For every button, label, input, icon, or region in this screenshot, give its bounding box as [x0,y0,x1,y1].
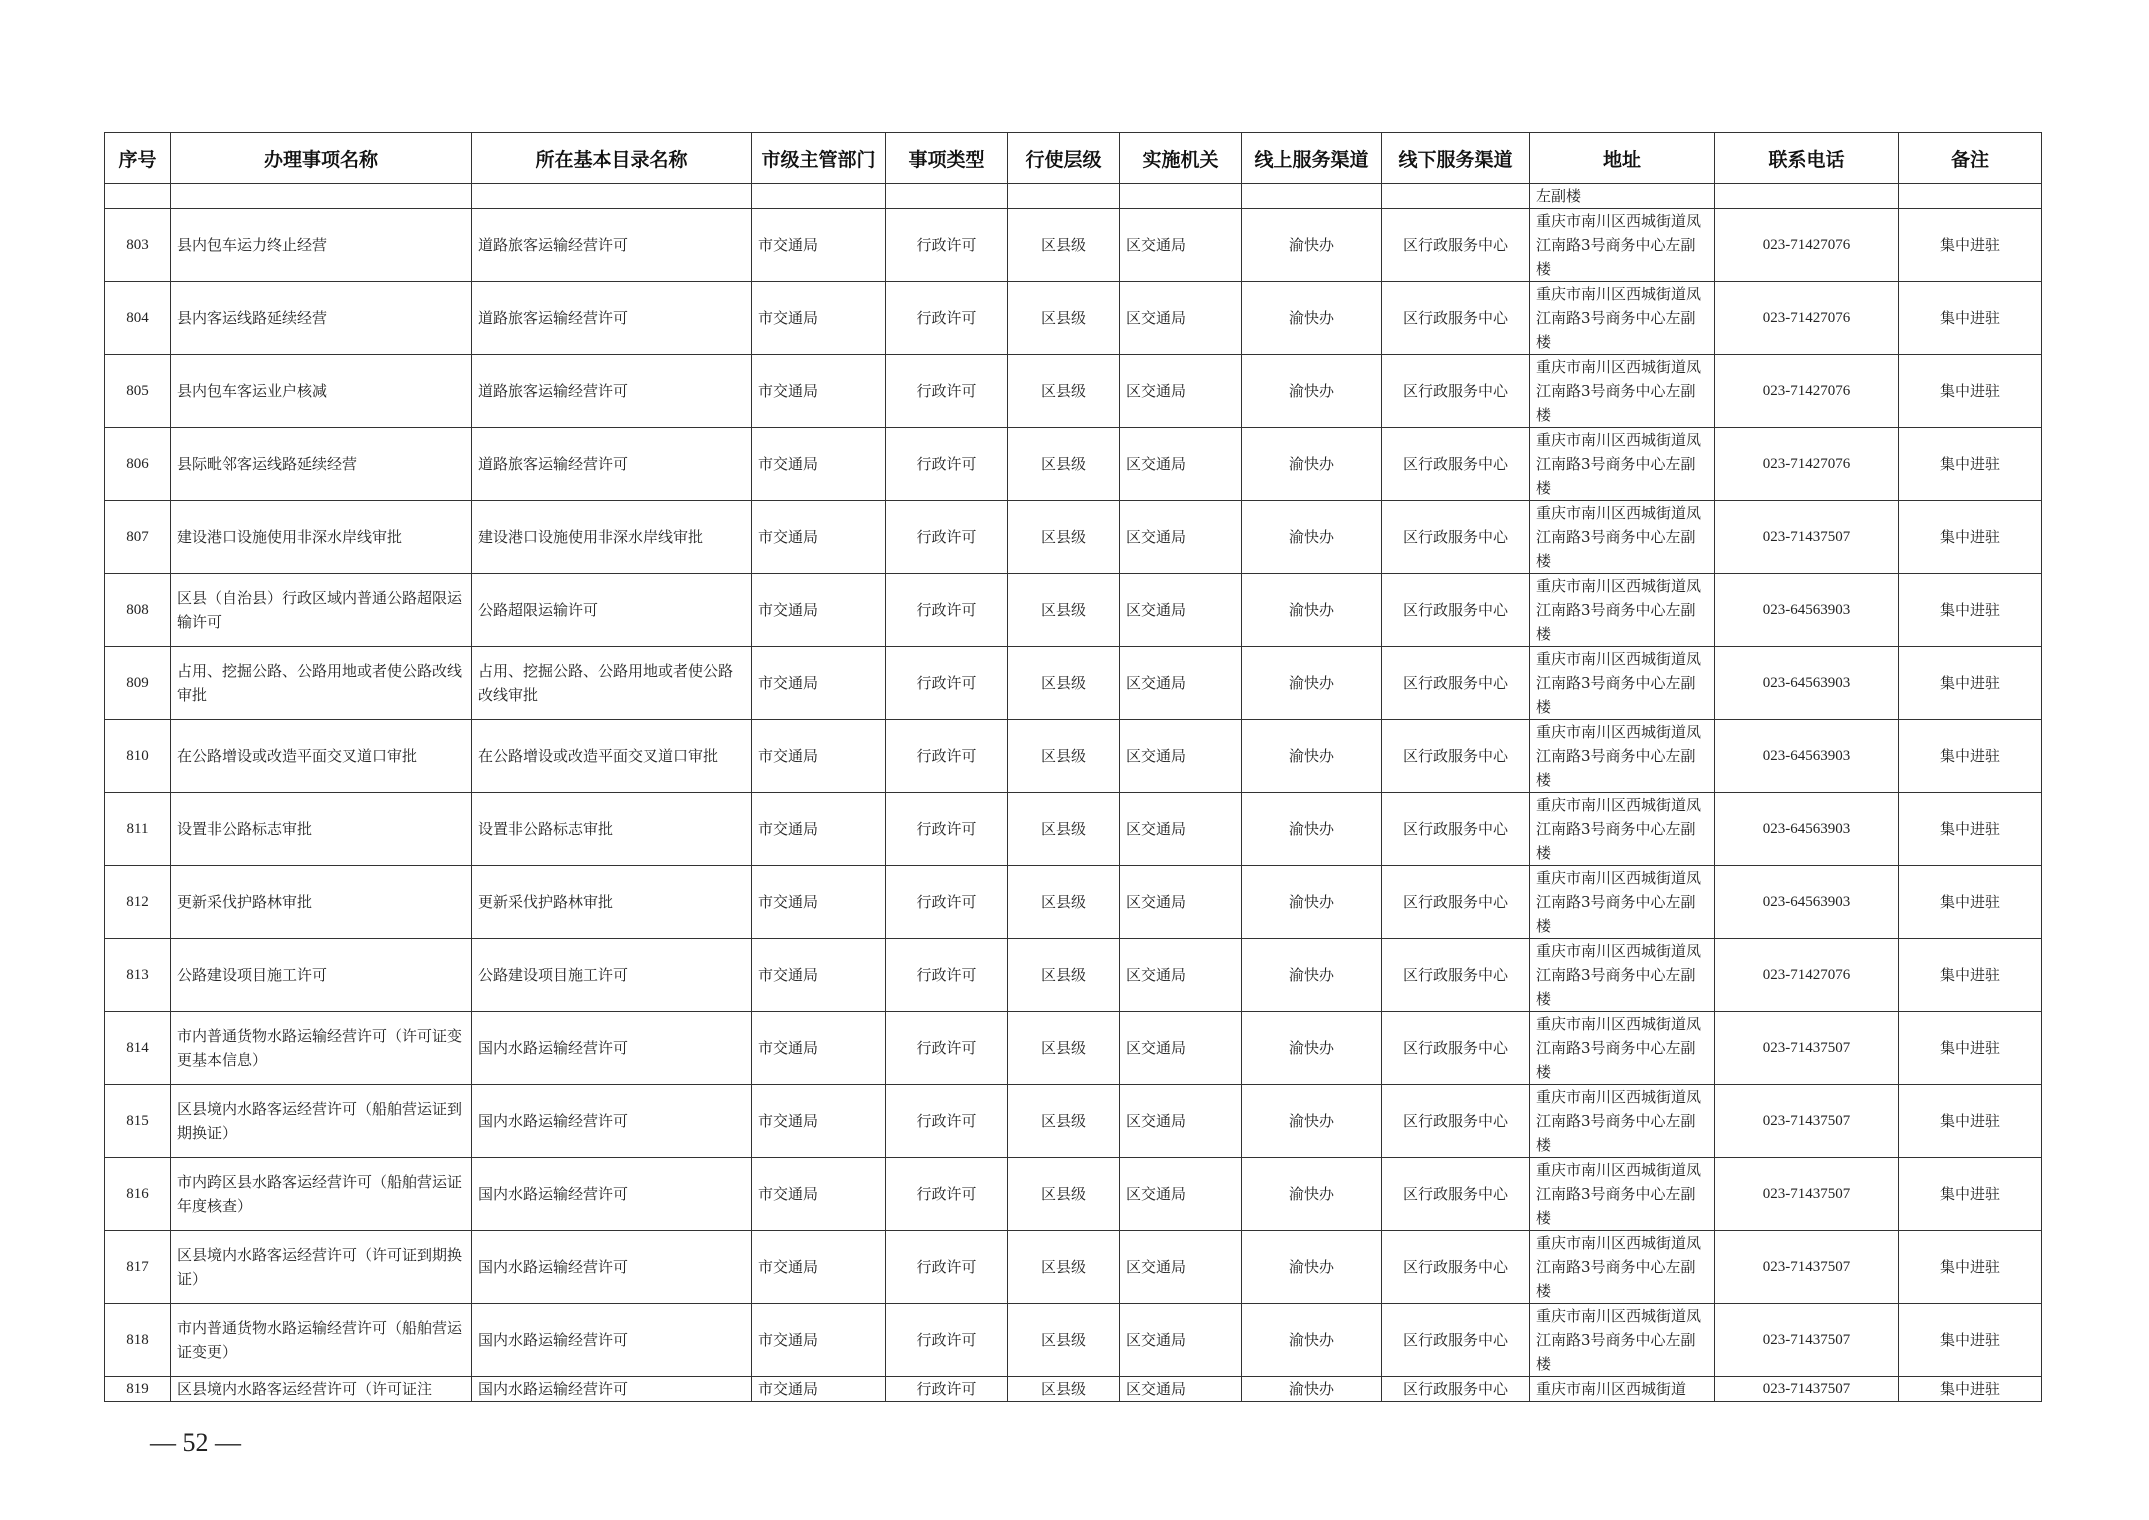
cell-department: 市交通局 [752,1085,886,1158]
cell-online-channel: 渝快办 [1242,1085,1382,1158]
cell-item-name: 县内包车运力终止经营 [171,209,472,282]
cell-phone [1715,184,1899,209]
cell-catalog-name: 占用、挖掘公路、公路用地或者使公路改线审批 [472,647,752,720]
cell-catalog-name: 在公路增设或改造平面交叉道口审批 [472,720,752,793]
cell-no: 815 [105,1085,171,1158]
cell-online-channel: 渝快办 [1242,1158,1382,1231]
cell-department: 市交通局 [752,1012,886,1085]
cell-level: 区县级 [1008,1304,1120,1377]
table-row [105,1377,2042,1402]
cell-online-channel: 渝快办 [1242,501,1382,574]
cell-phone: 023-64563903 [1715,720,1899,793]
cell-no: 816 [105,1158,171,1231]
cell-department: 市交通局 [752,501,886,574]
cell-department: 市交通局 [752,574,886,647]
cell-address: 重庆市南川区西城街道凤江南路3号商务中心左副楼 [1530,866,1715,939]
cell-phone: 023-71427076 [1715,939,1899,1012]
cell-catalog-name: 公路建设项目施工许可 [472,939,752,1012]
cell-catalog-name: 道路旅客运输经营许可 [472,428,752,501]
cell-item-type: 行政许可 [886,793,1008,866]
cell-phone: 023-71427076 [1715,282,1899,355]
header-item-type: 事项类型 [886,133,1008,184]
cell-department: 市交通局 [752,1304,886,1377]
cell-level: 区县级 [1008,574,1120,647]
cell-catalog-name: 道路旅客运输经营许可 [472,209,752,282]
cell-item-type [886,184,1008,209]
cell-offline-channel: 区行政服务中心 [1382,282,1530,355]
cell-remark: 集中进驻 [1899,1158,2042,1231]
cell-phone: 023-71437507 [1715,501,1899,574]
cell-department: 市交通局 [752,720,886,793]
cell-phone: 023-64563903 [1715,866,1899,939]
cell-remark: 集中进驻 [1899,1085,2042,1158]
cell-offline-channel: 区行政服务中心 [1382,793,1530,866]
cell-phone: 023-64563903 [1715,647,1899,720]
cell-item-type: 行政许可 [886,939,1008,1012]
cell-remark: 集中进驻 [1899,501,2042,574]
cell-remark: 集中进驻 [1899,1304,2042,1377]
cell-offline-channel: 区行政服务中心 [1382,501,1530,574]
cell-item-type: 行政许可 [886,501,1008,574]
cell-item-type: 行政许可 [886,282,1008,355]
cell-level: 区县级 [1008,209,1120,282]
cell-no: 812 [105,866,171,939]
cell-level: 区县级 [1008,501,1120,574]
cell-remark: 集中进驻 [1899,1012,2042,1085]
table-header-row [105,133,2042,184]
cell-no: 809 [105,647,171,720]
cell-online-channel: 渝快办 [1242,1304,1382,1377]
table-row [105,428,2042,501]
cell-catalog-name: 建设港口设施使用非深水岸线审批 [472,501,752,574]
cell-catalog-name: 国内水路运输经营许可 [472,1158,752,1231]
cell-department: 市交通局 [752,1377,886,1402]
cell-catalog-name: 国内水路运输经营许可 [472,1012,752,1085]
table-row [105,574,2042,647]
cell-address: 重庆市南川区西城街道凤江南路3号商务中心左副楼 [1530,720,1715,793]
header-agency: 实施机关 [1120,133,1242,184]
cell-level: 区县级 [1008,355,1120,428]
header-no: 序号 [105,133,171,184]
cell-level [1008,184,1120,209]
cell-offline-channel [1382,184,1530,209]
cell-phone: 023-71437507 [1715,1231,1899,1304]
cell-item-type: 行政许可 [886,574,1008,647]
table-row [105,939,2042,1012]
cell-agency: 区交通局 [1120,1085,1242,1158]
cell-offline-channel: 区行政服务中心 [1382,1085,1530,1158]
cell-remark: 集中进驻 [1899,866,2042,939]
cell-offline-channel: 区行政服务中心 [1382,355,1530,428]
cell-online-channel: 渝快办 [1242,647,1382,720]
cell-item-name: 区县（自治县）行政区域内普通公路超限运输许可 [171,574,472,647]
cell-department: 市交通局 [752,209,886,282]
cell-remark: 集中进驻 [1899,1231,2042,1304]
cell-online-channel: 渝快办 [1242,574,1382,647]
cell-agency: 区交通局 [1120,939,1242,1012]
cell-no: 805 [105,355,171,428]
cell-item-type: 行政许可 [886,1377,1008,1402]
table-row [105,501,2042,574]
cell-department: 市交通局 [752,866,886,939]
cell-phone: 023-64563903 [1715,574,1899,647]
page-number: — 52 — [150,1428,241,1457]
cell-address: 重庆市南川区西城街道凤江南路3号商务中心左副楼 [1530,939,1715,1012]
cell-no: 806 [105,428,171,501]
cell-phone: 023-71437507 [1715,1304,1899,1377]
header-item-name: 办理事项名称 [171,133,472,184]
cell-level: 区县级 [1008,939,1120,1012]
cell-item-name: 市内普通货物水路运输经营许可（船舶营运证变更） [171,1304,472,1377]
cell-item-name: 市内普通货物水路运输经营许可（许可证变更基本信息） [171,1012,472,1085]
cell-agency: 区交通局 [1120,1158,1242,1231]
cell-address: 重庆市南川区西城街道凤江南路3号商务中心左副楼 [1530,282,1715,355]
cell-item-name: 县内客运线路延续经营 [171,282,472,355]
cell-address: 重庆市南川区西城街道凤江南路3号商务中心左副楼 [1530,355,1715,428]
cell-no: 818 [105,1304,171,1377]
cell-department: 市交通局 [752,428,886,501]
cell-online-channel: 渝快办 [1242,355,1382,428]
cell-remark: 集中进驻 [1899,647,2042,720]
cell-agency [1120,184,1242,209]
table-row [105,866,2042,939]
cell-agency: 区交通局 [1120,866,1242,939]
cell-offline-channel: 区行政服务中心 [1382,574,1530,647]
cell-item-name: 建设港口设施使用非深水岸线审批 [171,501,472,574]
cell-remark: 集中进驻 [1899,355,2042,428]
cell-catalog-name: 更新采伐护路林审批 [472,866,752,939]
cell-remark: 集中进驻 [1899,574,2042,647]
cell-remark: 集中进驻 [1899,939,2042,1012]
cell-item-name: 区县境内水路客运经营许可（许可证到期换证） [171,1231,472,1304]
table-body [105,184,2042,1402]
table-row [105,1012,2042,1085]
cell-item-type: 行政许可 [886,1085,1008,1158]
cell-phone: 023-71437507 [1715,1012,1899,1085]
cell-no: 808 [105,574,171,647]
cell-item-type: 行政许可 [886,428,1008,501]
cell-agency: 区交通局 [1120,720,1242,793]
cell-offline-channel: 区行政服务中心 [1382,1231,1530,1304]
cell-phone: 023-71437507 [1715,1158,1899,1231]
cell-remark: 集中进驻 [1899,428,2042,501]
cell-no: 804 [105,282,171,355]
cell-online-channel: 渝快办 [1242,793,1382,866]
cell-no: 811 [105,793,171,866]
cell-item-type: 行政许可 [886,866,1008,939]
cell-item-name: 区县境内水路客运经营许可（船舶营运证到期换证） [171,1085,472,1158]
cell-offline-channel: 区行政服务中心 [1382,1012,1530,1085]
cell-level: 区县级 [1008,428,1120,501]
cell-department [752,184,886,209]
cell-address: 左副楼 [1530,184,1715,209]
table-row [105,355,2042,428]
cell-offline-channel: 区行政服务中心 [1382,939,1530,1012]
cell-department: 市交通局 [752,282,886,355]
cell-online-channel: 渝快办 [1242,282,1382,355]
cell-phone: 023-71427076 [1715,355,1899,428]
cell-online-channel: 渝快办 [1242,1012,1382,1085]
cell-level: 区县级 [1008,1231,1120,1304]
cell-no: 817 [105,1231,171,1304]
cell-phone: 023-71427076 [1715,428,1899,501]
cell-offline-channel: 区行政服务中心 [1382,866,1530,939]
cell-offline-channel: 区行政服务中心 [1382,428,1530,501]
table-row [105,647,2042,720]
cell-no: 814 [105,1012,171,1085]
cell-remark: 集中进驻 [1899,209,2042,282]
table-row-continuation [105,184,2042,209]
cell-no: 810 [105,720,171,793]
cell-catalog-name: 道路旅客运输经营许可 [472,282,752,355]
cell-catalog-name: 公路超限运输许可 [472,574,752,647]
cell-item-type: 行政许可 [886,1231,1008,1304]
cell-offline-channel: 区行政服务中心 [1382,1304,1530,1377]
cell-agency: 区交通局 [1120,793,1242,866]
header-catalog-name: 所在基本目录名称 [472,133,752,184]
cell-catalog-name: 设置非公路标志审批 [472,793,752,866]
cell-address: 重庆市南川区西城街道凤江南路3号商务中心左副楼 [1530,501,1715,574]
table-row [105,720,2042,793]
cell-phone: 023-71437507 [1715,1377,1899,1402]
cell-address: 重庆市南川区西城街道凤江南路3号商务中心左副楼 [1530,793,1715,866]
cell-department: 市交通局 [752,647,886,720]
cell-level: 区县级 [1008,1012,1120,1085]
header-online-channel: 线上服务渠道 [1242,133,1382,184]
cell-agency: 区交通局 [1120,1012,1242,1085]
cell-department: 市交通局 [752,355,886,428]
table-row [105,1231,2042,1304]
cell-agency: 区交通局 [1120,501,1242,574]
cell-remark: 集中进驻 [1899,720,2042,793]
header-remark: 备注 [1899,133,2042,184]
cell-department: 市交通局 [752,939,886,1012]
cell-offline-channel: 区行政服务中心 [1382,720,1530,793]
cell-no: 807 [105,501,171,574]
table-row [105,793,2042,866]
cell-department: 市交通局 [752,793,886,866]
table-row [105,1158,2042,1231]
table-row [105,1085,2042,1158]
cell-item-name: 县内包车客运业户核减 [171,355,472,428]
cell-address: 重庆市南川区西城街道凤江南路3号商务中心左副楼 [1530,1012,1715,1085]
header-offline-channel: 线下服务渠道 [1382,133,1530,184]
cell-phone: 023-71427076 [1715,209,1899,282]
cell-level: 区县级 [1008,1377,1120,1402]
table-row [105,1304,2042,1377]
cell-remark: 集中进驻 [1899,282,2042,355]
cell-remark [1899,184,2042,209]
cell-agency: 区交通局 [1120,574,1242,647]
cell-catalog-name: 国内水路运输经营许可 [472,1377,752,1402]
cell-department: 市交通局 [752,1158,886,1231]
service-items-table [104,132,2042,1402]
cell-catalog-name: 国内水路运输经营许可 [472,1231,752,1304]
cell-address: 重庆市南川区西城街道凤江南路3号商务中心左副楼 [1530,647,1715,720]
cell-item-type: 行政许可 [886,1012,1008,1085]
cell-level: 区县级 [1008,282,1120,355]
cell-level: 区县级 [1008,793,1120,866]
cell-agency: 区交通局 [1120,1377,1242,1402]
cell-level: 区县级 [1008,1085,1120,1158]
cell-item-type: 行政许可 [886,355,1008,428]
cell-item-name: 占用、挖掘公路、公路用地或者使公路改线审批 [171,647,472,720]
cell-catalog-name: 道路旅客运输经营许可 [472,355,752,428]
cell-no: 803 [105,209,171,282]
cell-level: 区县级 [1008,720,1120,793]
cell-agency: 区交通局 [1120,209,1242,282]
cell-item-name: 公路建设项目施工许可 [171,939,472,1012]
cell-item-type: 行政许可 [886,1304,1008,1377]
cell-address: 重庆市南川区西城街道凤江南路3号商务中心左副楼 [1530,1231,1715,1304]
cell-item-name [171,184,472,209]
cell-remark: 集中进驻 [1899,1377,2042,1402]
cell-catalog-name [472,184,752,209]
cell-address: 重庆市南川区西城街道凤江南路3号商务中心左副楼 [1530,428,1715,501]
cell-no: 813 [105,939,171,1012]
header-department: 市级主管部门 [752,133,886,184]
cell-item-name: 设置非公路标志审批 [171,793,472,866]
cell-item-name: 区县境内水路客运经营许可（许可证注 [171,1377,472,1402]
cell-item-type: 行政许可 [886,647,1008,720]
cell-item-name: 在公路增设或改造平面交叉道口审批 [171,720,472,793]
cell-online-channel: 渝快办 [1242,866,1382,939]
cell-item-type: 行政许可 [886,1158,1008,1231]
cell-remark: 集中进驻 [1899,793,2042,866]
cell-level: 区县级 [1008,866,1120,939]
cell-online-channel [1242,184,1382,209]
cell-online-channel: 渝快办 [1242,1231,1382,1304]
header-phone: 联系电话 [1715,133,1899,184]
cell-agency: 区交通局 [1120,1231,1242,1304]
cell-item-name: 县际毗邻客运线路延续经营 [171,428,472,501]
cell-catalog-name: 国内水路运输经营许可 [472,1304,752,1377]
cell-item-type: 行政许可 [886,720,1008,793]
cell-phone: 023-64563903 [1715,793,1899,866]
cell-agency: 区交通局 [1120,282,1242,355]
cell-item-name: 更新采伐护路林审批 [171,866,472,939]
cell-agency: 区交通局 [1120,355,1242,428]
cell-level: 区县级 [1008,647,1120,720]
cell-phone: 023-71437507 [1715,1085,1899,1158]
cell-offline-channel: 区行政服务中心 [1382,209,1530,282]
cell-item-name: 市内跨区县水路客运经营许可（船舶营运证年度核查） [171,1158,472,1231]
header-level: 行使层级 [1008,133,1120,184]
cell-online-channel: 渝快办 [1242,1377,1382,1402]
table-row [105,282,2042,355]
cell-agency: 区交通局 [1120,647,1242,720]
cell-catalog-name: 国内水路运输经营许可 [472,1085,752,1158]
cell-department: 市交通局 [752,1231,886,1304]
cell-address: 重庆市南川区西城街道凤江南路3号商务中心左副楼 [1530,1158,1715,1231]
cell-address: 重庆市南川区西城街道 [1530,1377,1715,1402]
table-row [105,209,2042,282]
cell-item-type: 行政许可 [886,209,1008,282]
cell-online-channel: 渝快办 [1242,939,1382,1012]
cell-no: 819 [105,1377,171,1402]
cell-online-channel: 渝快办 [1242,428,1382,501]
cell-agency: 区交通局 [1120,428,1242,501]
cell-address: 重庆市南川区西城街道凤江南路3号商务中心左副楼 [1530,209,1715,282]
cell-offline-channel: 区行政服务中心 [1382,1158,1530,1231]
cell-online-channel: 渝快办 [1242,720,1382,793]
header-address: 地址 [1530,133,1715,184]
cell-address: 重庆市南川区西城街道凤江南路3号商务中心左副楼 [1530,1085,1715,1158]
cell-no [105,184,171,209]
cell-online-channel: 渝快办 [1242,209,1382,282]
cell-offline-channel: 区行政服务中心 [1382,1377,1530,1402]
cell-address: 重庆市南川区西城街道凤江南路3号商务中心左副楼 [1530,574,1715,647]
cell-offline-channel: 区行政服务中心 [1382,647,1530,720]
cell-agency: 区交通局 [1120,1304,1242,1377]
cell-address: 重庆市南川区西城街道凤江南路3号商务中心左副楼 [1530,1304,1715,1377]
cell-level: 区县级 [1008,1158,1120,1231]
